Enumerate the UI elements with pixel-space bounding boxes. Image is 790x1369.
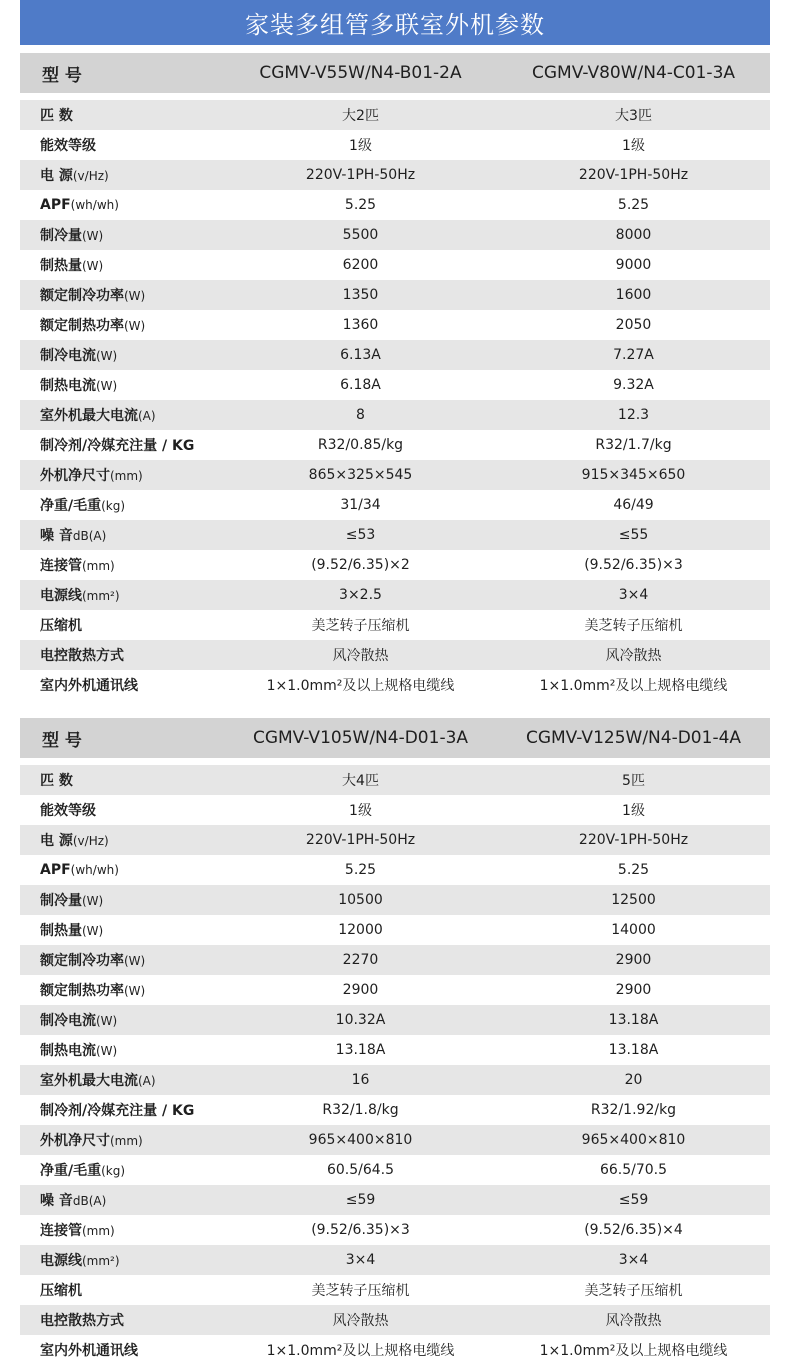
row-value: 9.32A — [613, 377, 654, 393]
model-header-row — [20, 718, 770, 758]
row-label-text: 电 源 — [40, 833, 73, 849]
row-label — [20, 1130, 224, 1150]
row-value: 1600 — [615, 287, 652, 303]
table-row — [20, 915, 770, 945]
row-value: 1×1.0mm²及以上规格电缆线 — [266, 678, 455, 694]
row-unit: (A) — [138, 409, 156, 423]
row-unit: dB(A) — [72, 1194, 107, 1208]
row-label — [20, 197, 224, 213]
table-row — [20, 1155, 770, 1185]
model-name: CGMV-V80W/N4-C01-3A — [531, 63, 736, 83]
table-row — [20, 825, 770, 855]
row-value: 3×2.5 — [339, 587, 382, 603]
row-value: 5.25 — [344, 197, 377, 213]
row-value: 大3匹 — [615, 108, 652, 124]
table-row — [20, 670, 770, 700]
row-unit: (mm²) — [82, 1254, 120, 1268]
row-value: 1×1.0mm²及以上规格电缆线 — [266, 1343, 455, 1359]
row-label — [20, 1250, 224, 1270]
row-label-text: 外机净尺寸 — [40, 468, 110, 484]
row-label — [20, 675, 224, 695]
row-value: 1级 — [622, 138, 645, 154]
row-label — [20, 1190, 224, 1210]
row-value: 10500 — [338, 892, 383, 908]
row-value: 31/34 — [340, 497, 381, 513]
table-row — [20, 1095, 770, 1125]
table-row — [20, 520, 770, 550]
table-row — [20, 640, 770, 670]
row-unit: (W) — [124, 319, 146, 333]
row-unit: (mm²) — [82, 589, 120, 603]
row-label — [20, 1040, 224, 1060]
table-row — [20, 1335, 770, 1365]
row-value: ≤53 — [345, 527, 376, 543]
table-row — [20, 340, 770, 370]
row-label — [20, 920, 224, 940]
row-label — [20, 1070, 224, 1090]
row-value: R32/1.92/kg — [590, 1102, 677, 1118]
table-row — [20, 885, 770, 915]
row-value: 915×345×650 — [581, 467, 686, 483]
spec-table-1 — [20, 53, 770, 700]
row-value: 5匹 — [622, 773, 645, 789]
row-value: 美芝转子压缩机 — [584, 618, 683, 634]
row-value: 5500 — [342, 227, 379, 243]
row-label-text: APF — [40, 862, 71, 878]
row-label — [20, 105, 224, 125]
row-label-text: 额定制热功率 — [40, 983, 124, 999]
table-row — [20, 1275, 770, 1305]
row-label-text: 外机净尺寸 — [40, 1133, 110, 1149]
row-label-text: 额定制冷功率 — [40, 953, 124, 969]
row-label-text: 制冷剂/冷媒充注量 / KG — [40, 438, 195, 454]
row-label — [20, 525, 224, 545]
row-label — [20, 285, 224, 305]
row-label — [20, 375, 224, 395]
row-value: 5.25 — [617, 197, 650, 213]
row-value: 220V-1PH-50Hz — [578, 167, 689, 183]
row-value: 965×400×810 — [581, 1132, 686, 1148]
row-label-text: 制热量 — [40, 923, 82, 939]
model-header-label: 型 号 — [42, 730, 82, 751]
row-label-text: 匹 数 — [40, 108, 73, 124]
row-value: 美芝转子压缩机 — [311, 618, 410, 634]
row-value: R32/1.7/kg — [595, 437, 672, 453]
table-row — [20, 310, 770, 340]
row-value: (9.52/6.35)×2 — [311, 557, 410, 573]
row-unit: (W) — [82, 259, 104, 273]
row-label-text: 连接管 — [40, 558, 82, 574]
row-value: 2900 — [342, 982, 379, 998]
table-row — [20, 580, 770, 610]
model-header-label: 型 号 — [42, 65, 82, 86]
row-label-text: 制热电流 — [40, 1043, 96, 1059]
row-label — [20, 1010, 224, 1030]
row-value: 2050 — [615, 317, 652, 333]
row-label-text: 制冷电流 — [40, 1013, 96, 1029]
table-row — [20, 430, 770, 460]
table-row — [20, 100, 770, 130]
table-row — [20, 1215, 770, 1245]
table-row — [20, 1065, 770, 1095]
row-value: 13.18A — [608, 1042, 659, 1058]
row-value: 风冷散热 — [605, 648, 662, 664]
row-value: 60.5/64.5 — [326, 1162, 395, 1178]
row-label-text: 净重/毛重 — [40, 498, 102, 514]
table-row — [20, 765, 770, 795]
row-label-text: 连接管 — [40, 1223, 82, 1239]
row-label-text: 额定制冷功率 — [40, 288, 124, 304]
row-label — [20, 345, 224, 365]
table-row — [20, 945, 770, 975]
row-label-text: 制冷剂/冷媒充注量 / KG — [40, 1103, 195, 1119]
row-unit: (mm) — [110, 469, 143, 483]
row-label-text: 匹 数 — [40, 773, 73, 789]
table-row — [20, 460, 770, 490]
row-label-text: APF — [40, 197, 71, 213]
row-value: 1360 — [342, 317, 379, 333]
page-title: 家装多组管多联室外机参数 — [20, 0, 770, 45]
row-value: 6.18A — [340, 377, 381, 393]
row-value: 20 — [624, 1072, 643, 1088]
row-value: 12.3 — [617, 407, 650, 423]
row-label — [20, 405, 224, 425]
row-value: 13.18A — [608, 1012, 659, 1028]
row-value: 46/49 — [613, 497, 654, 513]
row-value: (9.52/6.35)×4 — [584, 1222, 683, 1238]
row-unit: (wh/wh) — [70, 863, 119, 877]
row-label-text: 制热电流 — [40, 378, 96, 394]
row-value: R32/0.85/kg — [317, 437, 404, 453]
spec-rows — [20, 100, 770, 700]
spec-rows — [20, 765, 770, 1365]
row-label-text: 室外机最大电流 — [40, 408, 138, 424]
row-label-text: 室内外机通讯线 — [40, 678, 138, 694]
row-label-text: 电控散热方式 — [40, 648, 124, 664]
row-label-text: 制冷量 — [40, 228, 82, 244]
row-label-text: 电 源 — [40, 168, 73, 184]
row-label — [20, 1340, 224, 1360]
row-value: 66.5/70.5 — [599, 1162, 668, 1178]
row-value: 7.27A — [613, 347, 654, 363]
row-value: 8 — [356, 407, 365, 423]
table-row — [20, 280, 770, 310]
row-unit: dB(A) — [72, 529, 107, 543]
row-label-text: 噪 音 — [40, 528, 73, 544]
row-label-text: 噪 音 — [40, 1193, 73, 1209]
row-unit: (mm) — [110, 1134, 143, 1148]
row-value: 风冷散热 — [332, 648, 389, 664]
row-value: 3×4 — [618, 587, 649, 603]
row-unit: (W) — [96, 379, 118, 393]
row-unit: (A) — [138, 1074, 156, 1088]
row-unit: (kg) — [101, 1164, 126, 1178]
row-value: 大4匹 — [342, 773, 379, 789]
row-label-text: 电控散热方式 — [40, 1313, 124, 1329]
table-row — [20, 250, 770, 280]
row-value: ≤59 — [618, 1192, 649, 1208]
row-label — [20, 135, 224, 155]
row-value: 2900 — [615, 982, 652, 998]
row-label-text: 室内外机通讯线 — [40, 1343, 138, 1359]
row-value: 1级 — [349, 138, 372, 154]
row-value: 8000 — [615, 227, 652, 243]
table-row — [20, 1305, 770, 1335]
table-row — [20, 130, 770, 160]
table-row — [20, 1185, 770, 1215]
row-unit: (mm) — [82, 559, 115, 573]
row-value: 2900 — [615, 952, 652, 968]
spec-table-2 — [20, 718, 770, 1365]
row-label-text: 额定制热功率 — [40, 318, 124, 334]
row-label-text: 制冷电流 — [40, 348, 96, 364]
row-value: 220V-1PH-50Hz — [578, 832, 689, 848]
row-value: 13.18A — [335, 1042, 386, 1058]
row-unit: (W) — [82, 229, 104, 243]
row-label — [20, 1310, 224, 1330]
row-unit: (W) — [124, 289, 146, 303]
row-label — [20, 1280, 224, 1300]
row-value: 2270 — [342, 952, 379, 968]
row-label — [20, 615, 224, 635]
row-label — [20, 435, 224, 455]
row-label — [20, 315, 224, 335]
row-label-text: 净重/毛重 — [40, 1163, 102, 1179]
row-value: (9.52/6.35)×3 — [311, 1222, 410, 1238]
table-row — [20, 1245, 770, 1275]
table-row — [20, 855, 770, 885]
row-label — [20, 800, 224, 820]
table-row — [20, 370, 770, 400]
table-row — [20, 1035, 770, 1065]
row-unit: (W) — [82, 894, 104, 908]
row-unit: (W) — [124, 954, 146, 968]
row-unit: (W) — [96, 349, 118, 363]
row-value: 220V-1PH-50Hz — [305, 832, 416, 848]
row-value: 5.25 — [617, 862, 650, 878]
table-row — [20, 490, 770, 520]
row-value: 3×4 — [618, 1252, 649, 1268]
row-value: 风冷散热 — [605, 1313, 662, 1329]
row-label — [20, 830, 224, 850]
model-header-row — [20, 53, 770, 93]
row-unit: (wh/wh) — [70, 198, 119, 212]
row-label — [20, 465, 224, 485]
row-label — [20, 770, 224, 790]
row-value: ≤55 — [618, 527, 649, 543]
model-name: CGMV-V125W/N4-D01-4A — [525, 728, 742, 748]
row-value: 5.25 — [344, 862, 377, 878]
table-row — [20, 610, 770, 640]
row-label — [20, 165, 224, 185]
row-value: 大2匹 — [342, 108, 379, 124]
table-row — [20, 1125, 770, 1155]
row-label-text: 制冷量 — [40, 893, 82, 909]
row-label — [20, 555, 224, 575]
row-unit: (W) — [96, 1044, 118, 1058]
row-label-text: 室外机最大电流 — [40, 1073, 138, 1089]
row-label — [20, 950, 224, 970]
table-row — [20, 1005, 770, 1035]
row-value: 风冷散热 — [332, 1313, 389, 1329]
row-value: ≤59 — [345, 1192, 376, 1208]
row-label — [20, 225, 224, 245]
row-label — [20, 980, 224, 1000]
row-label-text: 电源线 — [40, 588, 82, 604]
model-name: CGMV-V105W/N4-D01-3A — [252, 728, 469, 748]
row-label-text: 能效等级 — [40, 138, 96, 154]
row-label-text: 电源线 — [40, 1253, 82, 1269]
table-row — [20, 975, 770, 1005]
row-value: 865×325×545 — [308, 467, 413, 483]
table-row — [20, 190, 770, 220]
row-unit: (W) — [82, 924, 104, 938]
row-label — [20, 645, 224, 665]
row-label-text: 压缩机 — [40, 618, 82, 634]
row-label-text: 制热量 — [40, 258, 82, 274]
row-value: R32/1.8/kg — [322, 1102, 399, 1118]
row-value: 10.32A — [335, 1012, 386, 1028]
row-label — [20, 1220, 224, 1240]
row-label — [20, 862, 224, 878]
row-unit: (v/Hz) — [72, 169, 109, 183]
row-unit: (mm) — [82, 1224, 115, 1238]
row-label-text: 能效等级 — [40, 803, 96, 819]
row-value: 14000 — [611, 922, 656, 938]
table-row — [20, 550, 770, 580]
row-value: 1级 — [349, 803, 372, 819]
row-value: 9000 — [615, 257, 652, 273]
row-label — [20, 495, 224, 515]
row-value: 1×1.0mm²及以上规格电缆线 — [539, 678, 728, 694]
model-name: CGMV-V55W/N4-B01-2A — [259, 63, 462, 83]
row-value: 3×4 — [345, 1252, 376, 1268]
table-row — [20, 400, 770, 430]
row-label — [20, 585, 224, 605]
row-value: 1级 — [622, 803, 645, 819]
row-unit: (kg) — [101, 499, 126, 513]
row-label — [20, 255, 224, 275]
row-value: 6.13A — [340, 347, 381, 363]
row-label — [20, 1160, 224, 1180]
table-row — [20, 160, 770, 190]
row-value: 965×400×810 — [308, 1132, 413, 1148]
row-value: 美芝转子压缩机 — [584, 1283, 683, 1299]
table-row — [20, 795, 770, 825]
row-unit: (v/Hz) — [72, 834, 109, 848]
row-label — [20, 890, 224, 910]
row-value: 16 — [351, 1072, 370, 1088]
row-value: 12500 — [611, 892, 656, 908]
row-label — [20, 1100, 224, 1120]
row-value: 美芝转子压缩机 — [311, 1283, 410, 1299]
row-value: (9.52/6.35)×3 — [584, 557, 683, 573]
row-value: 6200 — [342, 257, 379, 273]
row-value: 1×1.0mm²及以上规格电缆线 — [539, 1343, 728, 1359]
row-unit: (W) — [96, 1014, 118, 1028]
row-label-text: 压缩机 — [40, 1283, 82, 1299]
row-value: 1350 — [342, 287, 379, 303]
row-value: 12000 — [338, 922, 383, 938]
row-unit: (W) — [124, 984, 146, 998]
table-row — [20, 220, 770, 250]
row-value: 220V-1PH-50Hz — [305, 167, 416, 183]
